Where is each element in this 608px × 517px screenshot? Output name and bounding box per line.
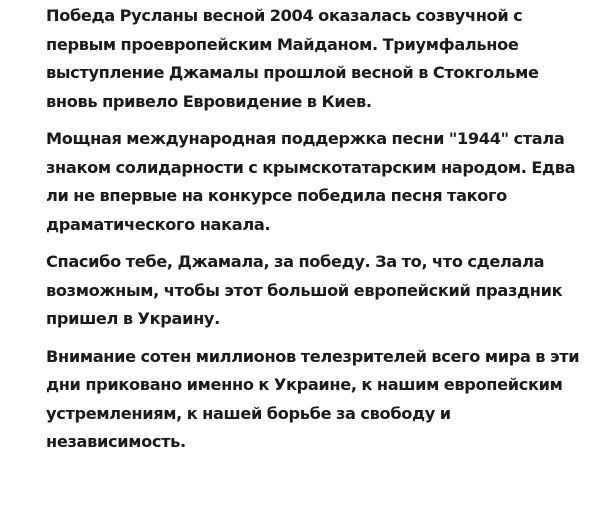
text-line: первым проевропейским Майданом. Триумфальное [46, 34, 519, 54]
paragraph-3 [46, 248, 602, 334]
text-line: пришел в Украину. [46, 309, 220, 328]
text-line: Спасибо тебе, Джамала, за победу. За то, что сделала [46, 252, 545, 271]
text-line: независимость. [46, 432, 186, 451]
text-line: Победа Русланы весной 2004 оказалась созвучной с [46, 6, 523, 25]
text-line: Внимание сотен миллионов телезрителей всего мира в эти [46, 346, 580, 366]
text-line: вновь привело Евровидение в Киев. [46, 91, 372, 111]
text-line: возможным, чтобы этот большой европейский праздник [46, 280, 563, 300]
paragraph-2 [46, 125, 602, 239]
text-line: ли не впервые на конкурсе победила песня такого [46, 186, 507, 205]
text-line: драматического накала. [46, 214, 271, 234]
paragraph-4 [46, 343, 602, 457]
document-body [46, 2, 602, 466]
text-line: знаком солидарности с крымскотатарским народом. Едва [46, 157, 576, 177]
text-line: выступление Джамалы прошлой весной в Стокгольме [46, 63, 539, 82]
text-line: Мощная международная поддержка песни "1944" стала [46, 129, 565, 148]
text-line: дни приковано именно к Украине, к нашим европейским [46, 375, 563, 394]
text-line: устремлениям, к нашей борьбе за свободу и [46, 403, 451, 423]
paragraph-1 [46, 2, 602, 116]
